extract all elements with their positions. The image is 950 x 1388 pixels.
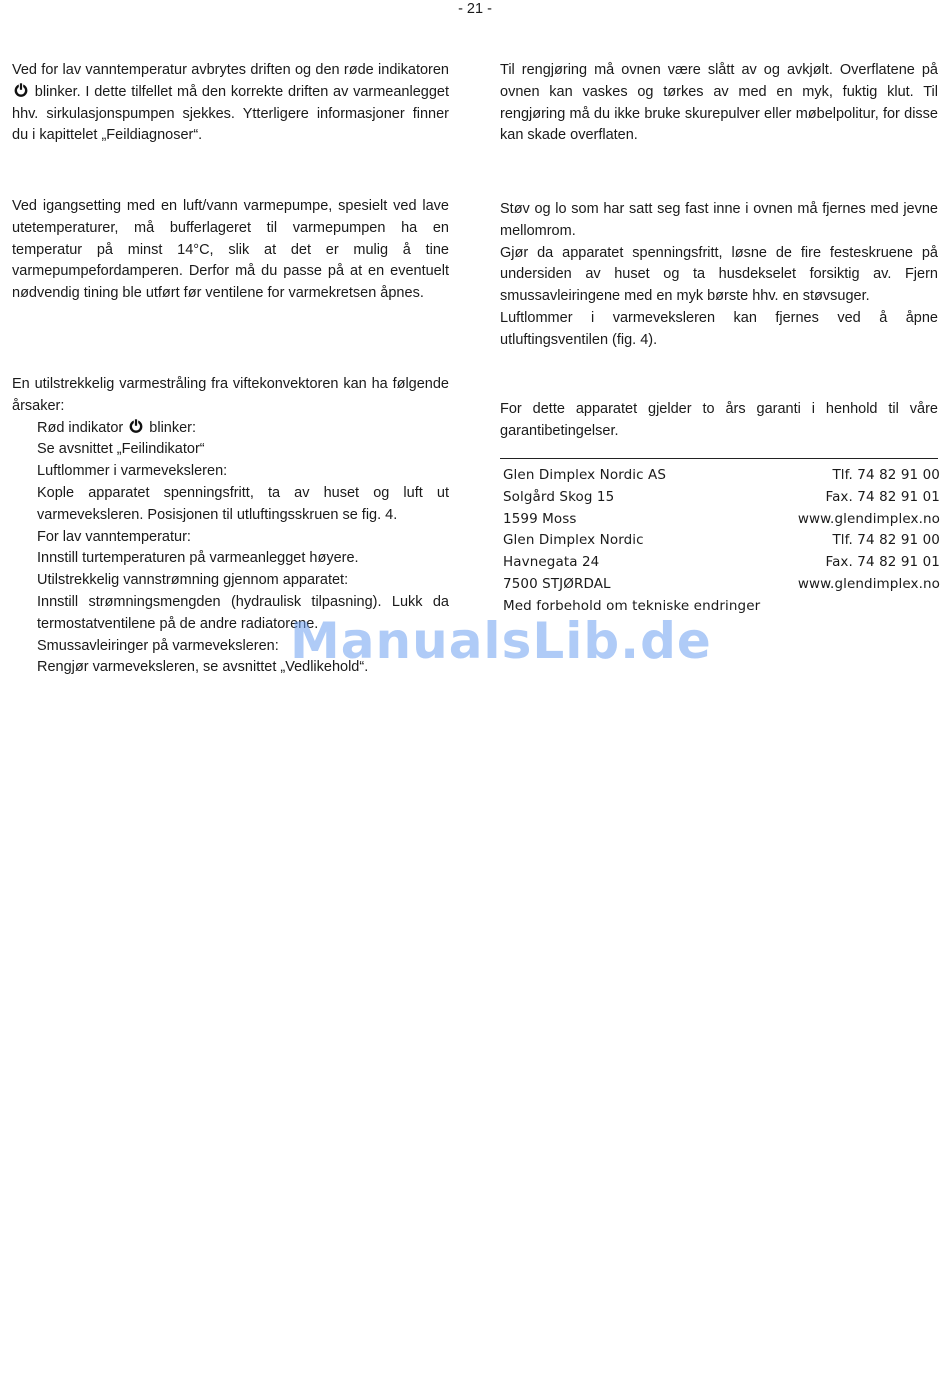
contact-address: Glen Dimplex Nordic AS bbox=[503, 467, 667, 483]
list-item: Utilstrekkelig vannstrømning gjennom apparatet: bbox=[37, 572, 349, 589]
divider bbox=[500, 458, 938, 459]
paragraph-text: Gjør da apparatet spenningsfritt, løsne de fire festeskruene på undersiden av huset og ta husdekselet forsiktig av. Fjern smussavleiringene med en myk børste hhv. en støvsuger. bbox=[500, 244, 938, 305]
contact-row bbox=[503, 574, 940, 596]
list-item: Se avsnittet „Feilindikator“ bbox=[37, 441, 205, 458]
list-item-text: Rød indikator bbox=[37, 419, 124, 436]
paragraph-text: For dette apparatet gjelder to års garanti i henhold til våre garantibetingelser. bbox=[500, 401, 938, 439]
contact-address: Glen Dimplex Nordic bbox=[503, 532, 644, 549]
disclaimer: Med forbehold om tekniske endringer bbox=[503, 597, 761, 614]
list-item bbox=[12, 418, 449, 440]
contact-address: 1599 Moss bbox=[503, 510, 577, 527]
contact-block bbox=[503, 465, 940, 618]
list-item: Rengjør varmeveksleren, se avsnittet „Vedlikehold“. bbox=[37, 659, 369, 676]
contact-info: Tlf. 74 82 91 00 bbox=[832, 467, 940, 483]
contact-row bbox=[503, 487, 940, 509]
paragraph-maintenance bbox=[500, 199, 938, 352]
power-icon bbox=[14, 83, 28, 97]
contact-row bbox=[503, 465, 940, 487]
contact-address: Solgård Skog 15 bbox=[503, 488, 615, 505]
paragraph-text: Ved igangsetting med en luft/vann varmepumpe, spesielt ved lave utetemperaturer, må bufferlageret til varmepumpen ha en temperatur på minst 14°C, slik at det er mulig å tine varmepumpefordamperen. Derfor må du passe på at en eventuelt nødvendig tining ble utført før ventilene for varmekretsen åpnes. bbox=[12, 198, 449, 302]
paragraph-text: Støv og lo som har satt seg fast inne i ovnen må fjernes med jevne mellomrom. bbox=[500, 201, 938, 239]
contact-info: Fax. 74 82 91 01 bbox=[825, 488, 940, 505]
list-item: Innstill strømningsmengden (hydraulisk tilpasning). Lukk da termostatventilene på de andre radiatorene. bbox=[37, 593, 449, 632]
contact-row bbox=[503, 530, 940, 552]
contact-info: www.glendimplex.no bbox=[797, 510, 940, 527]
paragraph-heat-pump-startup bbox=[12, 196, 449, 305]
page-number: - 21 - bbox=[458, 1, 492, 17]
paragraph-text: Luftlommer i varmeveksleren kan fjernes ved å åpne utluftingsventilen (fig. 4). bbox=[500, 309, 938, 348]
paragraph-warranty bbox=[500, 399, 938, 443]
paragraph-text: blinker. I dette tilfellet må den korrekte driften av varmeanlegget hhv. sirkulasjonspumpen sjekkes. Ytterligere informasjoner finner du i kapittelet „Feildiagnoser“. bbox=[12, 83, 450, 144]
paragraph-text: Til rengjøring må ovnen være slått av og avkjølt. Overflatene på ovnen kan vaskes og tørkes av med en myk, fuktig klut. Til rengjøring må du ikke bruke skurepulver eller møbelpolitur, for disse kan skade overflaten. bbox=[500, 62, 938, 144]
watermark: ManualsLib.de bbox=[290, 612, 712, 670]
list-item: Innstill turtemperaturen på varmeanlegget høyere. bbox=[37, 550, 359, 567]
contact-info: www.glendimplex.no bbox=[797, 575, 940, 592]
contact-row bbox=[503, 509, 940, 531]
paragraph-cleaning bbox=[500, 60, 938, 147]
contact-row bbox=[503, 552, 940, 574]
troubleshooting-intro: En utilstrekkelig varmestråling fra viftekonvektoren kan ha følgende årsaker: bbox=[12, 376, 449, 414]
contact-address: Havnegata 24 bbox=[503, 554, 600, 571]
contact-address: 7500 STJØRDAL bbox=[503, 575, 611, 592]
list-item: For lav vanntemperatur: bbox=[37, 528, 191, 545]
contact-info: Tlf. 74 82 91 00 bbox=[832, 532, 940, 549]
list-item: Kople apparatet spenningsfritt, ta av huset og luft ut varmeveksleren. Posisjonen til utluftingsskruen se fig. 4. bbox=[37, 484, 449, 523]
paragraph-text: Ved for lav vanntemperatur avbrytes driften og den røde indikatoren bbox=[12, 62, 449, 78]
list-item: Smussavleiringer på varmeveksleren: bbox=[37, 637, 279, 654]
contact-info: Fax. 74 82 91 01 bbox=[825, 554, 940, 571]
paragraph-low-water-temp bbox=[12, 60, 449, 147]
list-item-text: blinker: bbox=[149, 419, 197, 436]
list-item: Luftlommer i varmeveksleren: bbox=[37, 463, 228, 480]
power-icon bbox=[129, 419, 143, 433]
